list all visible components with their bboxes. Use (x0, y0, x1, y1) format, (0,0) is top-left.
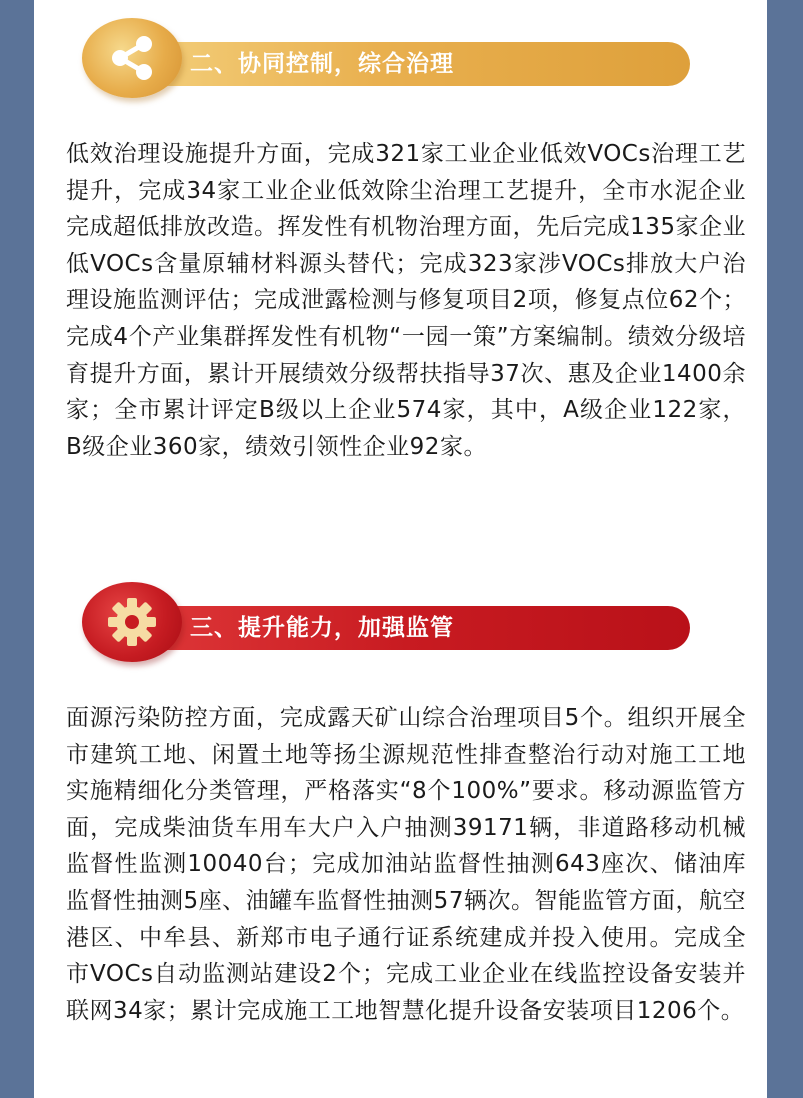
share-icon (106, 32, 158, 84)
section-title: 三、提升能力，加强监管 (190, 615, 454, 641)
section-title: 二、协同控制，综合治理 (190, 51, 454, 77)
section-icon-badge (82, 18, 182, 98)
section-header-coordinated-control (82, 32, 690, 88)
section-paragraph: 面源污染防控方面，完成露天矿山综合治理项目5个。组织开展全市建筑工地、闲置土地等扬尘源规范性排查整治行动对施工工地实施精细化分类管理，严格落实“8个100%”要求。移动源监管方面，完成柴油货车用车大户入户抽测39171辆，非道路移动机械监督性监测10040台；完成加油站监督性抽测643座次、储油库监督性抽测5座、油罐车监督性抽测57辆次。智能监管方面，航空港区、中牟县、新郑市电子通行证系统建成并投入使用。完成全市VOCs自动监测站建设2个；完成工业企业在线监控设备安装并联网34家；累计完成施工工地智慧化提升设备安装项目1206个。 (66, 705, 746, 1024)
section-icon-badge (82, 582, 182, 662)
gear-icon (106, 596, 158, 648)
section-header-capability-supervision (82, 596, 690, 652)
section-paragraph: 低效治理设施提升方面，完成321家工业企业低效VOCs治理工艺提升，完成34家工业企业低效除尘治理工艺提升，全市水泥企业完成超低排放改造。挥发性有机物治理方面，先后完成135家企业低VOCs含量原辅材料源头替代；完成323家涉VOCs排放大户治理设施监测评估；完成泄露检测与修复项目2项，修复点位62个；完成4个产业集群挥发性有机物“一园一策”方案编制。绩效分级培育提升方面，累计开展绩效分级帮扶指导37次、惠及企业1400余家；全市累计评定B级以上企业574家，其中，A级企业122家，B级企业360家，绩效引领性企业92家。 (66, 141, 746, 460)
